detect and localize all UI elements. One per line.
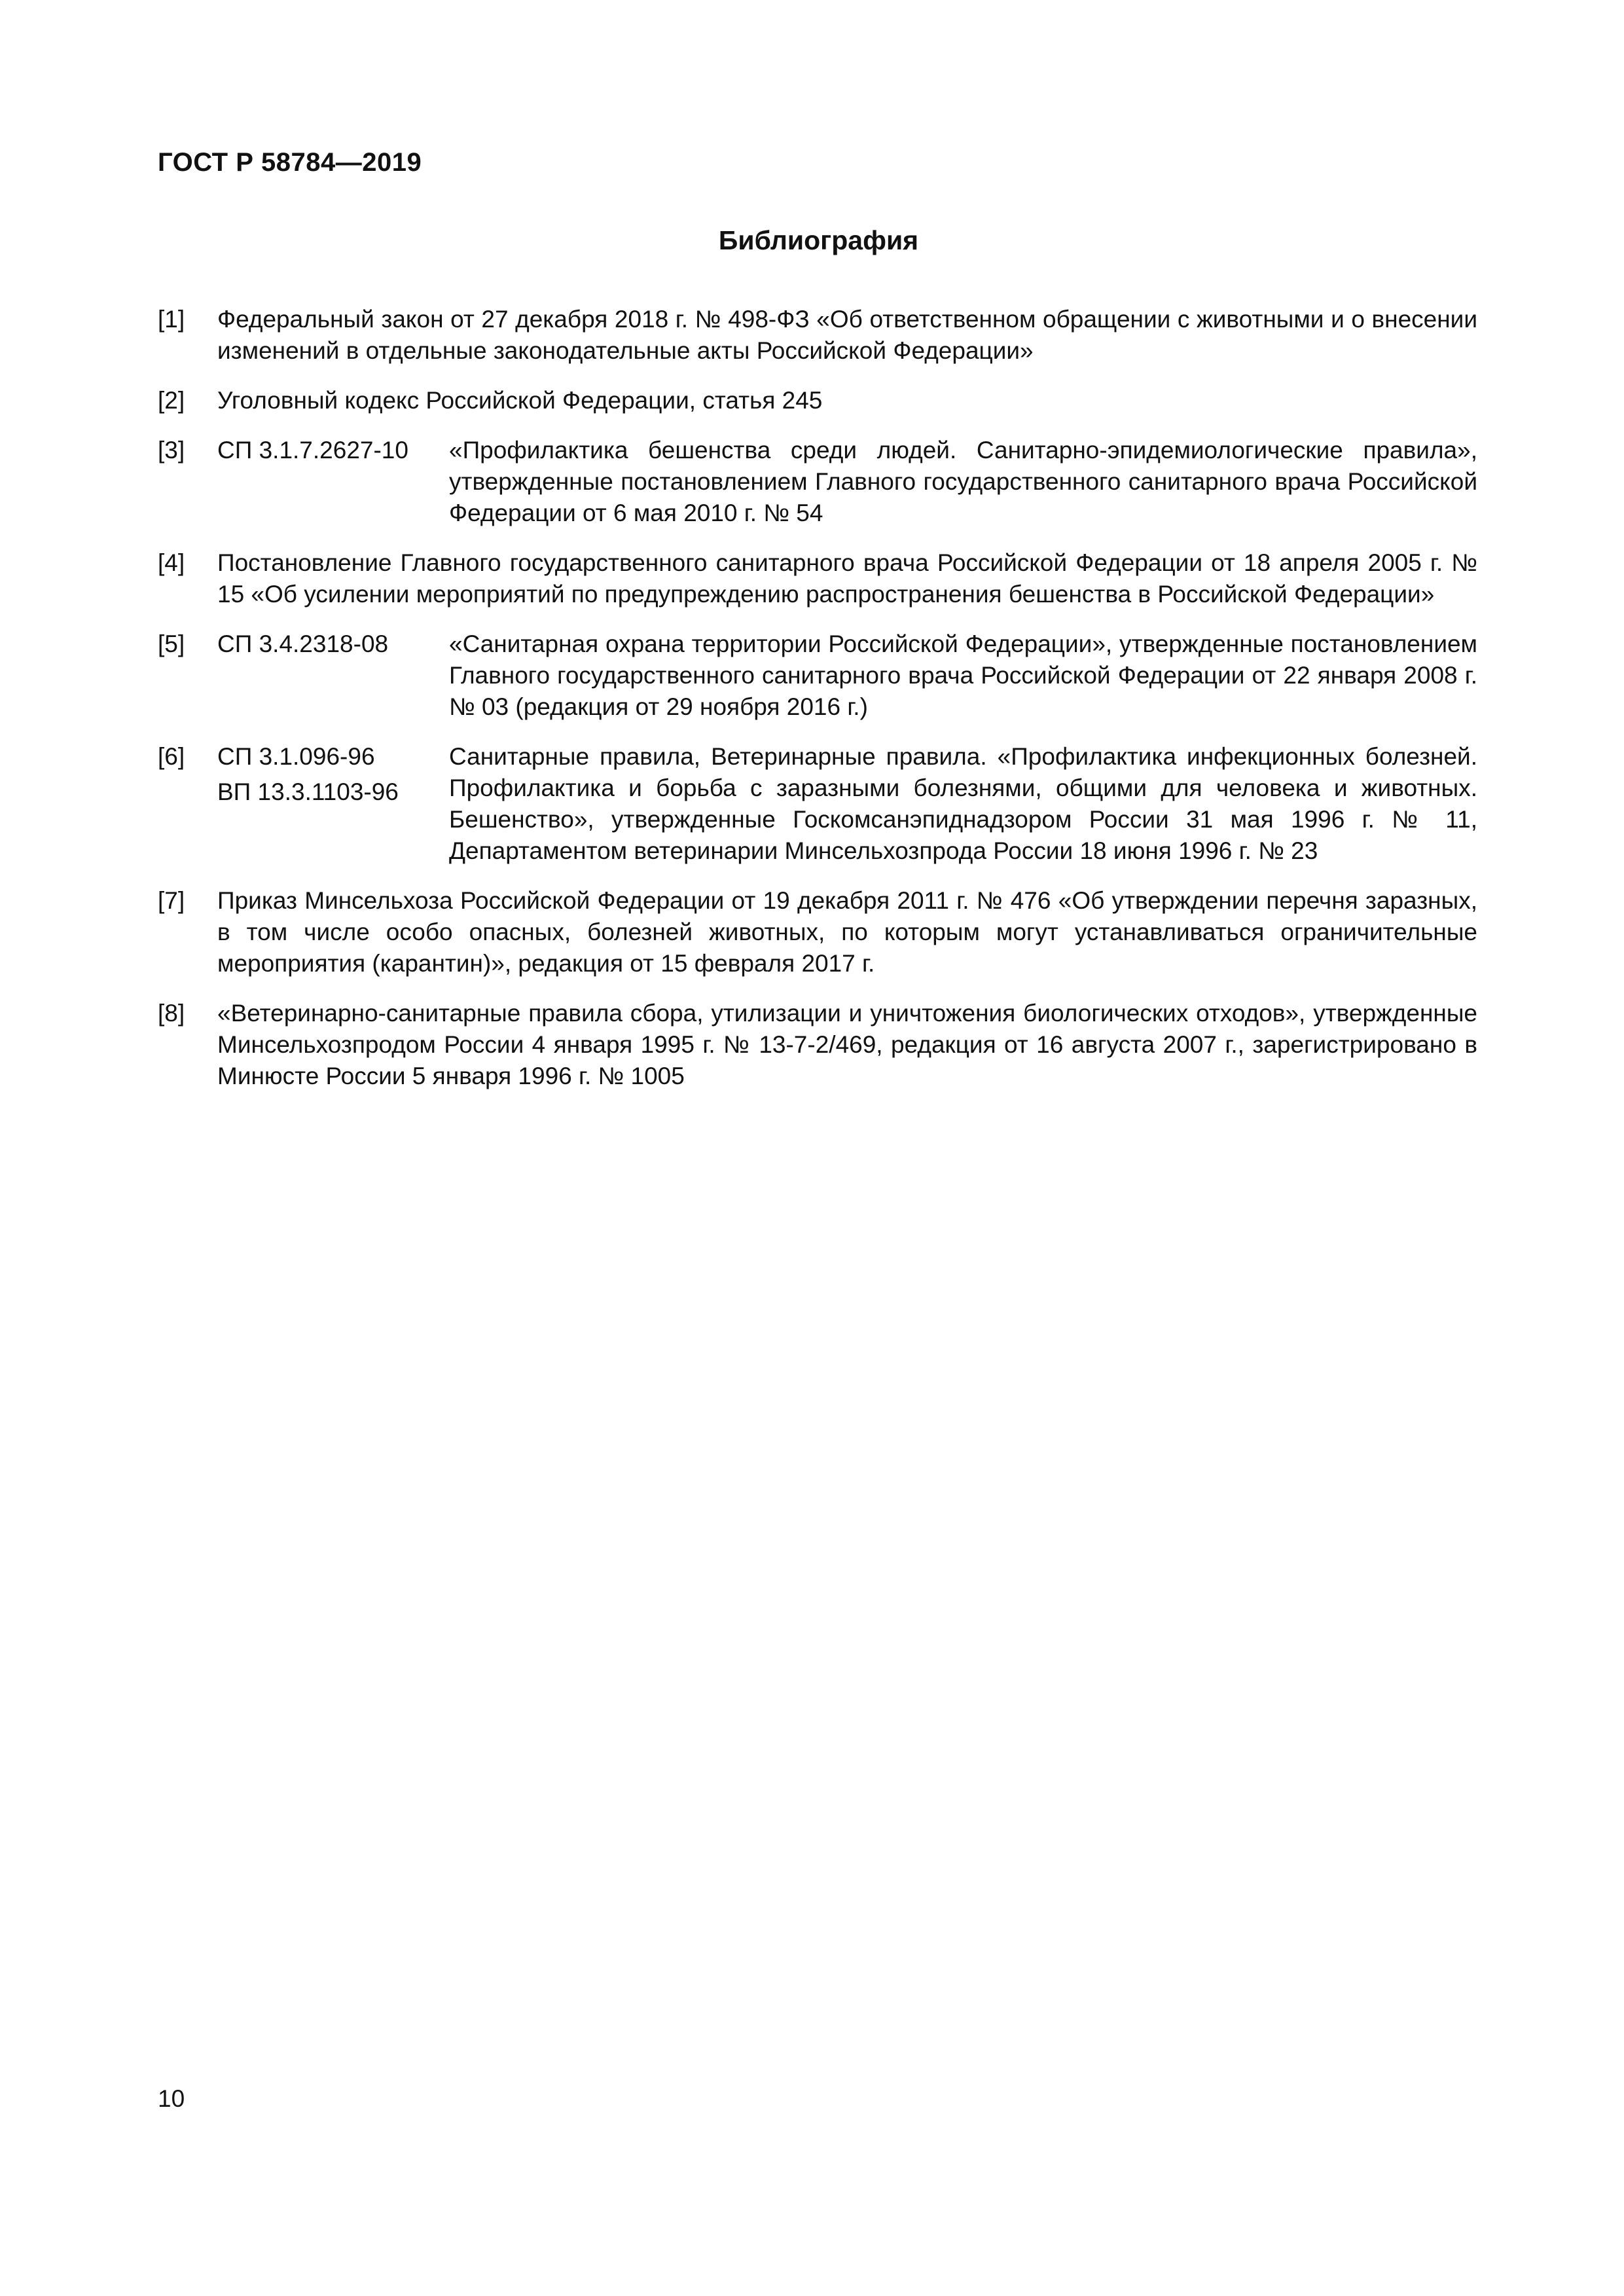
entry-number: [3] [158,437,185,464]
bibliography-title: Библиография [718,225,919,255]
entry-text: «Санитарная охрана территории Российской Федерации», утвержденные постановлением Главного государственного санитарного врача Российской Федерации от 22 января 2008 г. № 03 (редакция от 29 ноября 2016 г.) [449,630,1477,720]
entry-number: [2] [158,387,185,414]
bibliography-entry-7 [158,885,1477,979]
bibliography-entry-6 [158,741,1477,867]
entry-code-secondary: ВП 13.3.1103-96 [217,778,399,805]
entry-text: Санитарные правила, Ветеринарные правила. «Профилактика инфекционных болезней. Профилактика и борьба с заразными болезнями, общими для человека и животных. Бешенство», утвержденные Госкомсанэпиднадзором России 31 мая 1996 г. № 11, Департаментом ветеринарии Минсельхозпрода России 18 июня 1996 г. № 23 [449,743,1477,864]
entry-text: «Профилактика бешенства среди людей. Санитарно-эпидемиологические правила», утвержденные постановлением Главного государственного санитарного врача Российской Федерации от 6 мая 2010 г. № 54 [449,437,1477,526]
entry-number: [6] [158,743,185,770]
bibliography-entry-4 [158,547,1477,610]
entry-code-primary: СП 3.1.7.2627-10 [217,437,408,464]
entry-text: Постановление Главного государственного санитарного врача Российской Федерации от 18 апреля 2005 г. № 15 «Об усилении мероприятий по предупреждению распространения бешенства в Российской Федерации» [217,549,1477,608]
bibliography-entry-1 [158,304,1477,367]
entry-number: [1] [158,306,185,333]
entry-text: «Ветеринарно-санитарные правила сбора, утилизации и уничтожения биологических отходов», утвержденные Минсельхозпродом России 4 января 1995 г. № 13-7-2/469, редакция от 16 августа 2007 г., зарегистрировано в Минюсте России 5 января 1996 г. № 1005 [217,1000,1477,1089]
entry-code-primary: СП 3.4.2318-08 [217,630,389,657]
entry-number: [4] [158,549,185,576]
entry-number: [8] [158,1000,185,1027]
bibliography-list [158,304,1477,1110]
bibliography-entry-5 [158,629,1477,723]
entry-code [217,741,399,808]
entry-number: [5] [158,630,185,657]
entry-text: Уголовный кодекс Российской Федерации, статья 245 [217,387,823,414]
bibliography-entry-3 [158,435,1477,529]
entry-text: Федеральный закон от 27 декабря 2018 г. № 498-ФЗ «Об ответственном обращении с животными и о внесении изменений в отдельные законодательные акты Российской Федерации» [217,306,1477,364]
bibliography-entry-8 [158,998,1477,1092]
entry-number: [7] [158,887,185,914]
entry-text: Приказ Минсельхоза Российской Федерации от 19 декабря 2011 г. № 476 «Об утверждении перечня заразных, в том числе особо опасных, болезней животных, по которым могут устанавливаться ограничительные мероприятия (карантин)», редакция от 15 февраля 2017 г. [217,887,1477,977]
entry-code [217,435,408,466]
document-code: ГОСТ Р 58784—2019 [158,148,422,177]
entry-code-primary: СП 3.1.096-96 [217,743,375,770]
bibliography-entry-2 [158,385,1477,416]
page-number: 10 [158,2085,185,2112]
entry-code [217,629,388,660]
